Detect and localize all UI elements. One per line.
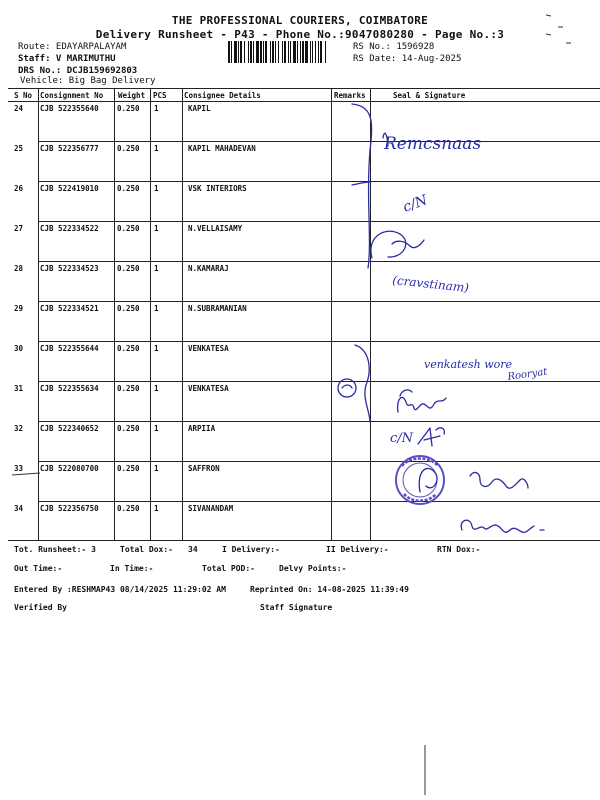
cell-pcs: 1 [154, 344, 159, 353]
cell-consignment: CJB 522355634 [40, 384, 99, 393]
cell-consignment: CJB 522419010 [40, 184, 99, 193]
row-divider [38, 221, 600, 222]
remarks-bracket-ink [352, 104, 372, 268]
staff-label: Staff: V MARIMUTHU [18, 54, 116, 64]
barcode-bar [256, 41, 259, 63]
col-header-sno: S No [14, 91, 33, 100]
cell-pcs: 1 [154, 304, 159, 313]
barcode-bar [260, 41, 262, 63]
row34-signature-ink [461, 520, 544, 532]
ii-delivery: II Delivery:- [326, 545, 389, 554]
barcode-bar [320, 41, 322, 63]
row30-text: venkatesh wore [424, 358, 512, 371]
cell-consignment: CJB 522340652 [40, 424, 99, 433]
cell-pcs: 1 [154, 144, 159, 153]
cell-consignment: CJB 522356750 [40, 504, 99, 513]
cell-weight: 0.250 [117, 424, 140, 433]
cell-consignment: CJB 522334523 [40, 264, 99, 273]
row32-cn-text: c/N [390, 431, 414, 446]
total-dox-value: 34 [188, 545, 198, 554]
row25-signature-ink [383, 133, 388, 146]
barcode-bar [282, 41, 283, 63]
barcode-bar [253, 41, 254, 63]
barcode-bar [238, 41, 239, 63]
cell-consignee: VENKATESA [188, 384, 229, 393]
table-bottom-rule [8, 540, 600, 541]
vehicle-label: Vehicle: Big Bag Delivery [20, 76, 156, 86]
table-top-rule [8, 88, 600, 89]
barcode-bar [263, 41, 264, 63]
col-header-pcs: PCS [153, 91, 167, 100]
barcode-bar [250, 41, 252, 63]
barcode-bar [244, 41, 245, 63]
cell-consignment: CJB 522356777 [40, 144, 99, 153]
cell-sno: 29 [14, 304, 24, 313]
barcode-bar [240, 41, 242, 63]
barcode-image [228, 41, 348, 63]
cell-sno: 28 [14, 264, 24, 273]
cell-consignee: SAFFRON [188, 464, 220, 473]
staff-signature-label: Staff Signature [260, 603, 333, 612]
out-time: Out Time:- [14, 564, 63, 573]
consignee-col-line [182, 88, 183, 540]
barcode-bar [318, 41, 319, 63]
row-divider [38, 181, 600, 182]
row32-mark-ink [418, 428, 444, 446]
cell-sno: 26 [14, 184, 24, 193]
barcode-bar [305, 41, 308, 63]
barcode-bar [302, 41, 304, 63]
route-label: Route: EDAYARPALAYAM [18, 42, 127, 52]
delvy-points: Delvy Points:- [279, 564, 347, 573]
cell-consignment: CJB 522355644 [40, 344, 99, 353]
cell-consignment: CJB 522334521 [40, 304, 99, 313]
cell-weight: 0.250 [117, 144, 140, 153]
cell-consignee: SIVANANDAM [188, 504, 234, 513]
barcode-bar [265, 41, 267, 63]
cell-weight: 0.250 [117, 104, 140, 113]
cell-pcs: 1 [154, 224, 159, 233]
cell-sno: 31 [14, 384, 24, 393]
cell-weight: 0.250 [117, 464, 140, 473]
col-header-remarks: Remarks [334, 91, 366, 100]
cell-pcs: 1 [154, 424, 159, 433]
barcode-bar [278, 41, 279, 63]
cell-consignee: N.KAMARAJ [188, 264, 229, 273]
table-header-rule [8, 101, 600, 102]
cell-consignee: ARPIIA [188, 424, 216, 433]
barcode-bar [234, 41, 237, 63]
cell-weight: 0.250 [117, 304, 140, 313]
runsheet-subtitle: Delivery Runsheet - P43 - Phone No.:9047080280 - Page No.:3 [95, 28, 505, 41]
verified-by: Verified By [14, 603, 67, 612]
seal-col-line [370, 88, 371, 540]
corner-marks [12, 15, 571, 795]
pcs-col-line [150, 88, 151, 540]
barcode-bar [312, 41, 313, 63]
total-pod: Total POD:- [202, 564, 255, 573]
total-dox-label: Total Dox:- [120, 545, 173, 554]
cell-weight: 0.250 [117, 344, 140, 353]
barcode-bar [290, 41, 291, 63]
cell-consignee: N.VELLAISAMY [188, 224, 243, 233]
drs-label: DRS No.: DCJB159692803 [18, 66, 138, 76]
row31-signature-ink [342, 385, 446, 412]
row33-signature-ink [419, 468, 528, 492]
cell-sno: 30 [14, 344, 24, 353]
cell-consignment: CJB 522080700 [40, 464, 99, 473]
barcode-bar [310, 41, 311, 63]
barcode-bar [300, 41, 301, 63]
barcode-bar [275, 41, 276, 63]
barcode-bar [270, 41, 271, 63]
row-divider [38, 421, 600, 422]
cell-consignee: VSK INTERIORS [188, 184, 247, 193]
col-header-seal: Seal & Signature [393, 91, 466, 100]
cell-pcs: 1 [154, 504, 159, 513]
cell-pcs: 1 [154, 184, 159, 193]
i-delivery: I Delivery:- [222, 545, 280, 554]
tot-runsheet: Tot. Runsheet:- 3 [14, 545, 96, 554]
cell-consignee: KAPIL MAHADEVAN [188, 144, 256, 153]
cell-consignment: CJB 522334522 [40, 224, 99, 233]
cell-weight: 0.250 [117, 504, 140, 513]
rs-date: RS Date: 14-Aug-2025 [353, 54, 462, 64]
company-name: THE PROFESSIONAL COURIERS, COIMBATORE [171, 14, 429, 27]
barcode-bar [288, 41, 289, 63]
cell-consignee: KAPIL [188, 104, 211, 113]
company-stamp [396, 456, 444, 504]
barcode-bar [293, 41, 296, 63]
cell-sno: 32 [14, 424, 24, 433]
weight-col-line [114, 88, 115, 540]
row30-bracket-ink [355, 345, 370, 422]
row-divider [38, 461, 600, 462]
cell-sno: 34 [14, 504, 24, 513]
barcode-bar [231, 41, 232, 63]
row-divider [38, 141, 600, 142]
in-time: In Time:- [110, 564, 154, 573]
entered-by: Entered By :RESHMAP43 08/14/2025 11:29:02 AM [14, 585, 226, 594]
reprinted-on: Reprinted On: 14-08-2025 11:39:49 [250, 585, 409, 594]
barcode-bar [297, 41, 298, 63]
col-header-consignee: Consignee Details [184, 91, 261, 100]
cell-weight: 0.250 [117, 264, 140, 273]
barcode-bar [284, 41, 286, 63]
row25-signature-text: Remcsnaas [384, 134, 482, 154]
rs-no: RS No.: 1596928 [353, 42, 435, 52]
cell-sno: 27 [14, 224, 24, 233]
remarks-col-line [331, 88, 332, 540]
col-header-consignment: Consignment No [40, 91, 104, 100]
row-divider [38, 341, 600, 342]
cell-sno: 25 [14, 144, 24, 153]
consignment-col-line [38, 88, 39, 540]
cell-consignee: N.SUBRAMANIAN [188, 304, 247, 313]
cell-pcs: 1 [154, 384, 159, 393]
barcode-bar [325, 41, 326, 63]
barcode-bar [248, 41, 249, 63]
cell-pcs: 1 [154, 104, 159, 113]
rtn-dox: RTN Dox:- [437, 545, 481, 554]
row-divider [38, 301, 600, 302]
cell-sno: 33 [14, 464, 24, 473]
cell-consignee: VENKATESA [188, 344, 229, 353]
barcode-bar [315, 41, 316, 63]
row28-text: (cravstinam) [391, 273, 470, 296]
cell-consignment: CJB 522355640 [40, 104, 99, 113]
row-divider [38, 381, 600, 382]
row-divider [38, 261, 600, 262]
col-header-weight: Weight [118, 91, 146, 100]
cell-pcs: 1 [154, 264, 159, 273]
row27-scribble-ink [371, 231, 424, 258]
cell-sno: 24 [14, 104, 24, 113]
row26-cn-text: c/N [400, 192, 430, 216]
cell-weight: 0.250 [117, 384, 140, 393]
row-divider [38, 501, 600, 502]
cell-weight: 0.250 [117, 224, 140, 233]
cell-pcs: 1 [154, 464, 159, 473]
barcode-bar [272, 41, 274, 63]
barcode-bar [228, 41, 230, 63]
cell-weight: 0.250 [117, 184, 140, 193]
row30b-text: Rooryat [506, 366, 549, 383]
